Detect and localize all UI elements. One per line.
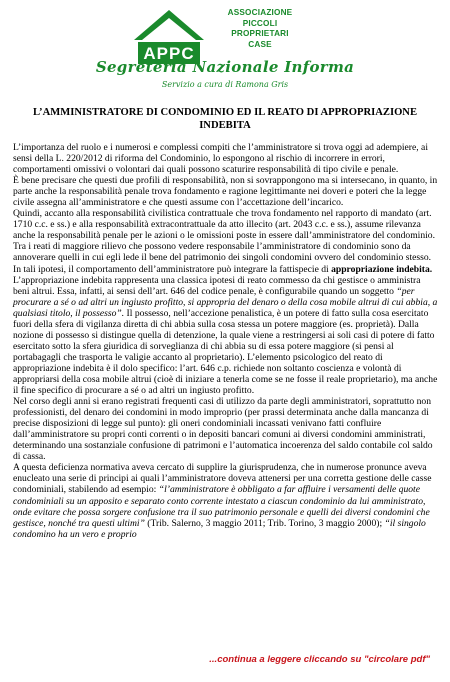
org-line: ASSOCIAZIONE (227, 8, 293, 17)
paragraph-text: A questa deficienza normativa aveva cercato di supplire la giurisprudenza, che in numerose pronunce aveva enucleato una serie di principi ai quali l’amministratore doveva attenersi per una corretta gestione delle casse condominiali, stabilendo ad esempio: (13, 462, 432, 496)
paragraph-text: (Trib. Salerno, 3 maggio 2011; Trib. Torino, 3 maggio 2000); (144, 517, 385, 529)
org-line: PROPRIETARI (231, 29, 289, 38)
service-credit: Servizio a cura di Ramona Gris (161, 80, 289, 89)
case-law-quote: “l’amministratore è obbligato a far affluire i versamenti delle quote condominiali su un apposito e separato conto corrente intestato a ciascun condominio da lui amministrato, onde evitare che possa sorgere confusione tra il suo patrimonio personale e quelli dei diversi condomini che gestisce, nonché tra questi ultimi” (13, 484, 430, 529)
article-title (12, 107, 438, 132)
law-quote: “per procurare a sé o ad altri un ingiusto profitto, si appropria del denaro o della cosa mobile altrui di cui abbia, a qualsiasi titolo, il possesso”. (13, 285, 438, 319)
secretariat-heading: Segreteria Nazionale Informa (95, 58, 355, 76)
case-law-quote: “il singolo condomino ha un vero e proprio (13, 517, 426, 540)
title-line: L’AMMINISTRATORE DI CONDOMINIO ED IL REATO DI APPROPRIAZIONE (32, 107, 418, 118)
organization-name (210, 8, 310, 50)
paragraph: È bene precisare che questi due profili di responsabilità, non si sovrappongono ma si intersecano, in quanto, in parte anche la responsabilità penale trova fondamento e ragione legittimante nei doveri e poteri che la legge civile assegna all’amministratore e che questi assume con l’accettazione dell’incarico. (13, 175, 438, 209)
paragraph: Nel corso degli anni si erano registrati frequenti casi di utilizzo da parte degli amministratori, soprattutto non professionisti, del denaro dei condomini in modo improprio (per prassi determinata anche dalla mancanza di precise disposizioni di legge sul punto): gli oneri condominiali incassati venivano fatti confluire dall’amministratore su propri conti correnti o in depositi bancari comuni ai diversi condomini amministrati, determinando una sostanziale confusione di patrimoni e l’automatica incoerenza del saldo contabile col saldo di cassa. (13, 396, 433, 463)
paragraph-text: Il possesso, nell’accezione penalistica, è un potere di fatto sulla cosa esercitato fuori della sfera di vigilanza diretta di chi abbia sulla cosa stessa un potere maggiore (es. proprietà). Dalla nozione di possesso si distingue quella di detenzione, la quale viene a restringersi ai soli casi di potere di fatto esercitato sotto la sfera giuridica di sorveglianza di chi abbia su di essa potere maggiore (si pensi al portabagagli che trasporta le valigie accanto al proprietario). L’elemento psicologico del reato di appropriazione indebita è il dolo specifico: l’art. 646 c.p. richiede non soltanto coscienza e volontà di appropriarsi della cosa mobile altrui (cioè di iniziare a tenerla come se ne fosse il reale proprietario), ma anche il fine specifico di procurare a sé o ad altri un ingiusto profitto. (13, 307, 438, 397)
header (0, 0, 450, 100)
paragraph: L’importanza del ruolo e i numerosi e complessi compiti che l’amministratore si trova oggi ad adempiere, ai sensi della L. 220/2012 di riforma del Condominio, lo espongono al rischio di incorrere in errori, comportamenti omissivi o volontari dai quali possono scaturire responsabilità di tipo civile e penale. (13, 142, 428, 176)
paragraph: Quindi, accanto alla responsabilità civilistica contrattuale che trova fondamento nel rapporto di mandato (art. 1710 c.c. e ss.) e alla responsabilità extracontrattuale da atto illecito (art. 2043 c.c. e ss.), assume rilevanza anche la responsabilità penale per le azioni o le omissioni poste in essere dall’amministratore del condominio. (13, 208, 435, 242)
title-line: INDEBITA (199, 119, 251, 131)
paragraph (13, 275, 439, 397)
org-line: CASE (248, 39, 272, 49)
article-body (13, 142, 439, 540)
org-line: PICCOLI (242, 18, 278, 28)
bold-term: appropriazione indebita. (331, 263, 433, 275)
paragraph-text: L’appropriazione indebita rappresenta una classica ipotesi di reato commesso da chi gestisce o amministra beni altrui. Essa, infatti, ai sensi dell’art. 646 del codice penale, è configurabile quando un soggetto (13, 274, 421, 297)
paragraph (13, 241, 439, 274)
paragraph (13, 462, 439, 539)
continue-reading-link[interactable]: ...continua a leggere cliccando su "circolare pdf" (209, 654, 430, 665)
paragraph-text: Tra i reati di maggiore rilievo che possono vedere responsabile l’amministratore di condominio sono da annoverare quelli in cui egli lede il bene del patrimonio dei singoli condomini ovvero del condominio stesso. In tali ipotesi, il comportamento dell’amministratore può integrare la fattispecie di (13, 241, 432, 275)
logo-text: APPC (143, 44, 195, 63)
